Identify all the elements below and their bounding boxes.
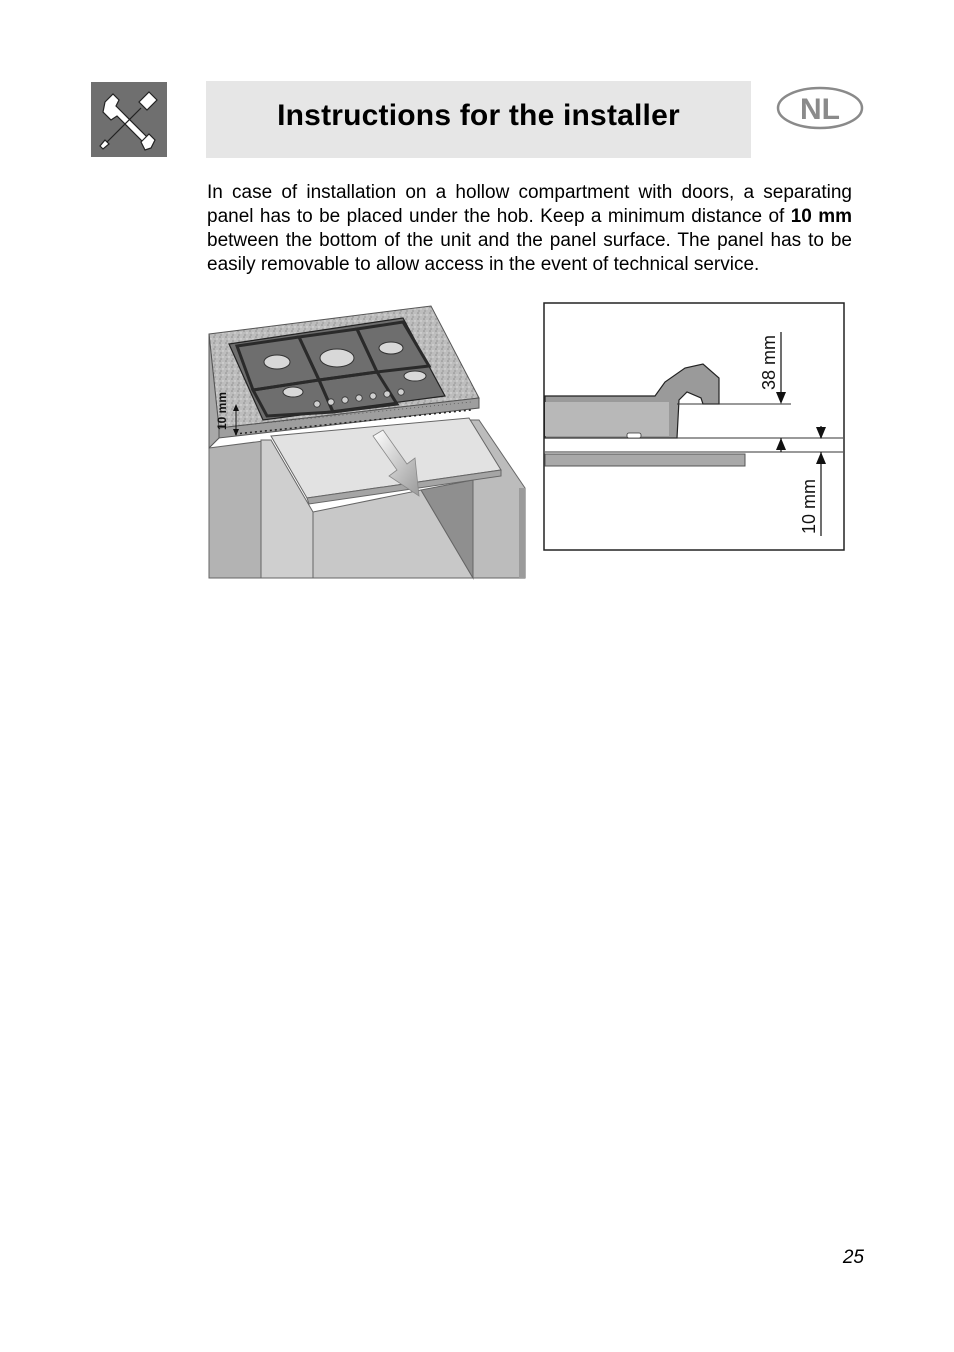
instruction-paragraph (207, 181, 852, 277)
title-banner (206, 81, 751, 158)
language-badge-label: NL (800, 93, 840, 126)
wrench-screwdriver-icon (91, 82, 167, 157)
paragraph-text-start: In case of installation on a hollow compartment with doors, a separating panel has to be placed under the hob. Keep a minimum distance of (207, 182, 852, 227)
page-title: Instructions for the installer (277, 99, 680, 132)
left-dimension-label: 10 mm (215, 391, 229, 430)
language-badge (776, 86, 864, 130)
hob-installation-illustration (207, 300, 529, 580)
paragraph-bold-distance: 10 mm (790, 206, 852, 227)
cross-section-diagram (543, 302, 846, 552)
right-top-dimension-label: 38 mm (759, 334, 779, 390)
right-bottom-dimension-label: 10 mm (799, 478, 819, 534)
paragraph-text-end: between the bottom of the unit and the panel surface. The panel has to be easily removable to allow access in the event of technical service. (207, 230, 852, 275)
page-number: 25 (842, 1247, 864, 1268)
